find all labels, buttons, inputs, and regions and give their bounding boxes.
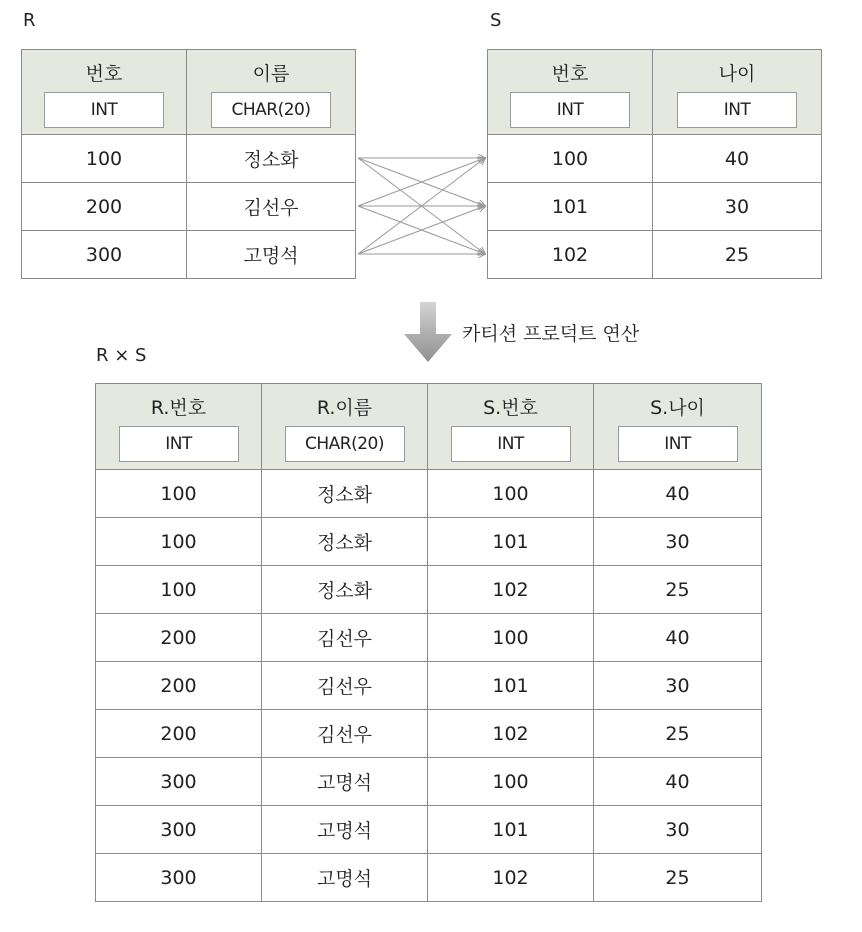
down-arrow-icon bbox=[402, 300, 454, 364]
table-row bbox=[96, 470, 762, 518]
table-cell: 40 bbox=[594, 470, 762, 518]
r-col-name-id: 번호 bbox=[85, 63, 123, 85]
table-cell: 고명석 bbox=[262, 758, 428, 806]
rs-col-type-r-id: INT bbox=[119, 426, 239, 462]
table-cell: 102 bbox=[428, 566, 594, 614]
rs-col-name-s-id: S.번호 bbox=[483, 397, 538, 419]
rs-col-header-s-age bbox=[594, 384, 762, 470]
table-cell: 정소화 bbox=[262, 518, 428, 566]
table-cell: 102 bbox=[428, 854, 594, 902]
table-cell: 고명석 bbox=[262, 854, 428, 902]
table-cell: 300 bbox=[22, 231, 187, 279]
s-col-type-age: INT bbox=[677, 92, 797, 128]
table-cell: 100 bbox=[488, 135, 653, 183]
table-cell: 30 bbox=[594, 806, 762, 854]
rs-col-header-s-id bbox=[428, 384, 594, 470]
s-col-type-id: INT bbox=[510, 92, 630, 128]
rs-col-name-s-age: S.나이 bbox=[650, 397, 705, 419]
table-cell: 100 bbox=[428, 758, 594, 806]
table-cell: 101 bbox=[488, 183, 653, 231]
table-cell: 김선우 bbox=[262, 710, 428, 758]
table-cell: 40 bbox=[594, 614, 762, 662]
relation-s-label: S bbox=[490, 10, 502, 31]
table-cell: 102 bbox=[488, 231, 653, 279]
rs-col-type-s-id: INT bbox=[451, 426, 571, 462]
table-cell: 100 bbox=[22, 135, 187, 183]
table-cell: 김선우 bbox=[187, 183, 356, 231]
table-cell: 100 bbox=[96, 518, 262, 566]
table-row bbox=[96, 710, 762, 758]
table-row bbox=[96, 518, 762, 566]
r-col-type-id: INT bbox=[44, 92, 164, 128]
rs-col-type-r-name: CHAR(20) bbox=[285, 426, 405, 462]
s-col-name-id: 번호 bbox=[551, 63, 589, 85]
result-table bbox=[95, 383, 762, 902]
table-cell: 김선우 bbox=[262, 662, 428, 710]
table-cell: 30 bbox=[594, 662, 762, 710]
table-cell: 40 bbox=[594, 758, 762, 806]
table-cell: 100 bbox=[428, 614, 594, 662]
table-cell: 25 bbox=[594, 710, 762, 758]
table-cell: 30 bbox=[594, 518, 762, 566]
table-row bbox=[96, 614, 762, 662]
table-cell: 200 bbox=[96, 614, 262, 662]
table-cell: 고명석 bbox=[262, 806, 428, 854]
r-col-name-name: 이름 bbox=[252, 63, 290, 85]
operation-label: 카티션 프로덕트 연산 bbox=[462, 323, 640, 345]
s-col-name-age: 나이 bbox=[718, 63, 756, 85]
relation-r-label: R bbox=[23, 10, 36, 31]
table-cell: 300 bbox=[96, 806, 262, 854]
r-col-type-name: CHAR(20) bbox=[211, 92, 331, 128]
table-cell: 25 bbox=[594, 566, 762, 614]
rs-col-name-r-name: R.이름 bbox=[316, 397, 373, 419]
table-cell: 25 bbox=[594, 854, 762, 902]
table-cell: 200 bbox=[96, 710, 262, 758]
table-cell: 102 bbox=[428, 710, 594, 758]
table-cell: 정소화 bbox=[187, 135, 356, 183]
table-row bbox=[96, 806, 762, 854]
table-cell: 고명석 bbox=[187, 231, 356, 279]
table-cell: 200 bbox=[22, 183, 187, 231]
table-cell: 100 bbox=[96, 470, 262, 518]
table-cell: 200 bbox=[96, 662, 262, 710]
table-cell: 101 bbox=[428, 518, 594, 566]
cartesian-connector-lines bbox=[0, 0, 862, 300]
table-cell: 101 bbox=[428, 662, 594, 710]
table-row bbox=[96, 854, 762, 902]
rs-col-type-s-age: INT bbox=[618, 426, 738, 462]
table-cell: 40 bbox=[653, 135, 822, 183]
table-cell: 30 bbox=[653, 183, 822, 231]
rs-col-header-r-id bbox=[96, 384, 262, 470]
table-cell: 100 bbox=[96, 566, 262, 614]
table-cell: 정소화 bbox=[262, 470, 428, 518]
rs-col-header-r-name bbox=[262, 384, 428, 470]
table-cell: 25 bbox=[653, 231, 822, 279]
table-cell: 300 bbox=[96, 758, 262, 806]
table-cell: 100 bbox=[428, 470, 594, 518]
table-row bbox=[96, 566, 762, 614]
rs-col-name-r-id: R.번호 bbox=[150, 397, 207, 419]
table-cell: 정소화 bbox=[262, 566, 428, 614]
table-cell: 김선우 bbox=[262, 614, 428, 662]
result-label: R × S bbox=[96, 345, 147, 366]
table-row bbox=[96, 758, 762, 806]
table-cell: 300 bbox=[96, 854, 262, 902]
table-cell: 101 bbox=[428, 806, 594, 854]
table-row bbox=[96, 662, 762, 710]
